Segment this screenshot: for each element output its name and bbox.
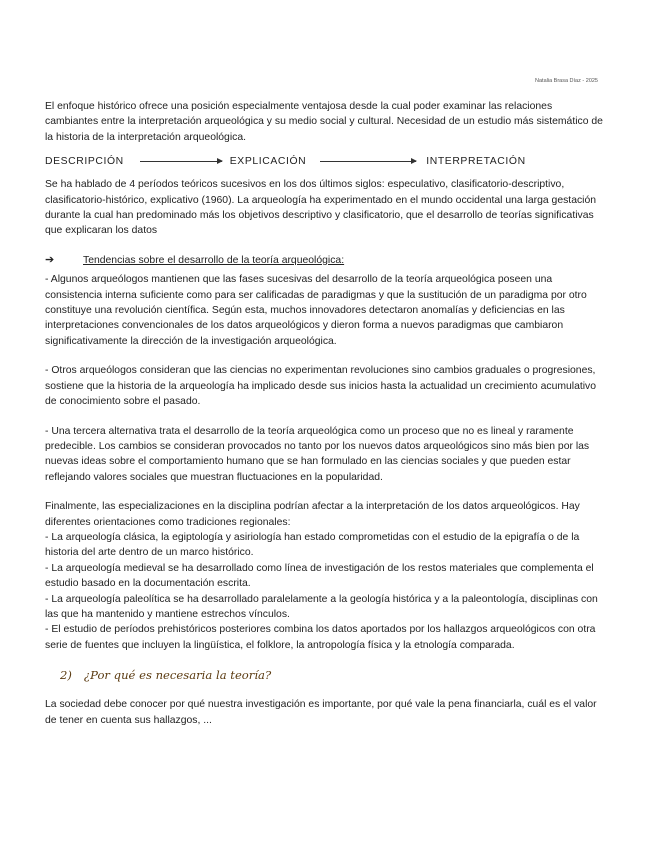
section-2-heading <box>60 667 603 683</box>
document-body <box>45 99 603 728</box>
section-2-number: 2) <box>60 668 72 683</box>
especializacion-item: - La arqueología clásica, la egiptología y asiriología han estado comprometidas con el estudio de la epigrafía o de la historia del arte dentro de un marco histórico. <box>45 531 580 559</box>
flow-step-descripcion: DESCRIPCIÓN <box>45 155 124 167</box>
right-arrow-icon: ➔ <box>45 253 55 266</box>
flow-step-explicacion: EXPLICACIÓN <box>229 155 307 167</box>
periods-paragraph: Se ha hablado de 4 períodos teóricos sucesivos en los dos últimos siglos: especulativo, clasificatorio-descriptivo, clasificatorio-histórico, explicativo (1960). La arqueología ha experimentado en el mundo occidental una larga gestación durante la cual han predominado más los objetivos descriptivo y clasificatorio, que el desarrollo de teorías significativas que explicaran los datos <box>45 179 597 237</box>
flow-arrow-icon <box>320 161 416 162</box>
tendencia-item: - Otros arqueólogos consideran que las ciencias no experimentan revoluciones sino cambios graduales o progresiones, sostiene que la historia de la arqueología ha implicado desde sus inicios hasta la actualidad un crecimiento acumulativo de conocimiento sobre el pasado. <box>45 365 597 408</box>
flow-step-interpretacion: INTERPRETACIÓN <box>426 155 526 167</box>
flow-arrow-icon <box>140 161 222 162</box>
tendencia-item: - Una tercera alternativa trata el desarrollo de la teoría arqueológica como un proceso que no es lineal y raramente predecible. Los cambios se consideran provocados no tanto por los nuevos datos arqueológicos sino más bien por las nuevas ideas sobre el comportamiento humano que se han formulado en las ciencias sociales y que pueden estar reflejando valores sociales que muestran fluctuaciones en la popularidad. <box>45 425 590 483</box>
tendencias-title: Tendencias sobre el desarrollo de la teoría arqueológica: <box>83 254 345 266</box>
section-2-title: ¿Por qué es necesaria la teoría? <box>83 668 272 683</box>
especializaciones-intro: Finalmente, las especializaciones en la disciplina podrían afectar a la interpretación de los datos arqueológicos. Hay diferentes orientaciones como tradiciones regionales: <box>45 501 580 528</box>
section-2-paragraph: La sociedad debe conocer por qué nuestra investigación es importante, por qué vale la pena financiarla, cuál es el valor de tener en cuenta sus hallazgos, ... <box>45 699 597 726</box>
especializacion-item: - La arqueología paleolítica se ha desarrollado paralelamente a la geología histórica y a la paleontología, disciplinas con las que ha mantenido y mantiene estrechos vínculos. <box>45 593 598 620</box>
especializacion-item: - La arqueología medieval se ha desarrollado como línea de investigación de los restos materiales que complementa el estudio basado en la documentación escrita. <box>45 562 594 590</box>
process-flow <box>45 153 603 169</box>
page-header-author: Natalia Brasa Díaz - 2025 <box>535 78 598 84</box>
tendencias-heading <box>45 253 603 268</box>
especializacion-item: - El estudio de períodos prehistóricos posteriores combina los datos aportados por los hallazgos arqueológicos con otra serie de fuentes que incluyen la lingüística, el folklore, la antropología física y la etnología comparada. <box>45 624 596 651</box>
tendencia-item: - Algunos arqueólogos mantienen que las fases sucesivas del desarrollo de la teoría arqueológica poseen una consistencia interna suficiente como para ser calificadas de paradigmas y que la sustitución de un paradigma por otro constituye una revolución científica. Según esta, muchos innovadores detectaron anomalías y deficiencias en las interpretaciones convencionales de los datos arqueológicos y dieron forma a nuevos paradigmas que cambiaron significativamente la dirección de la investigación arqueológica. <box>45 274 587 347</box>
intro-paragraph: El enfoque histórico ofrece una posición especialmente ventajosa desde la cual poder examinar las relaciones cambiantes entre la interpretación arqueológica y su medio social y cultural. Necesidad de un estudio más sistemático de la historia de la interpretación arqueológica. <box>45 101 603 143</box>
